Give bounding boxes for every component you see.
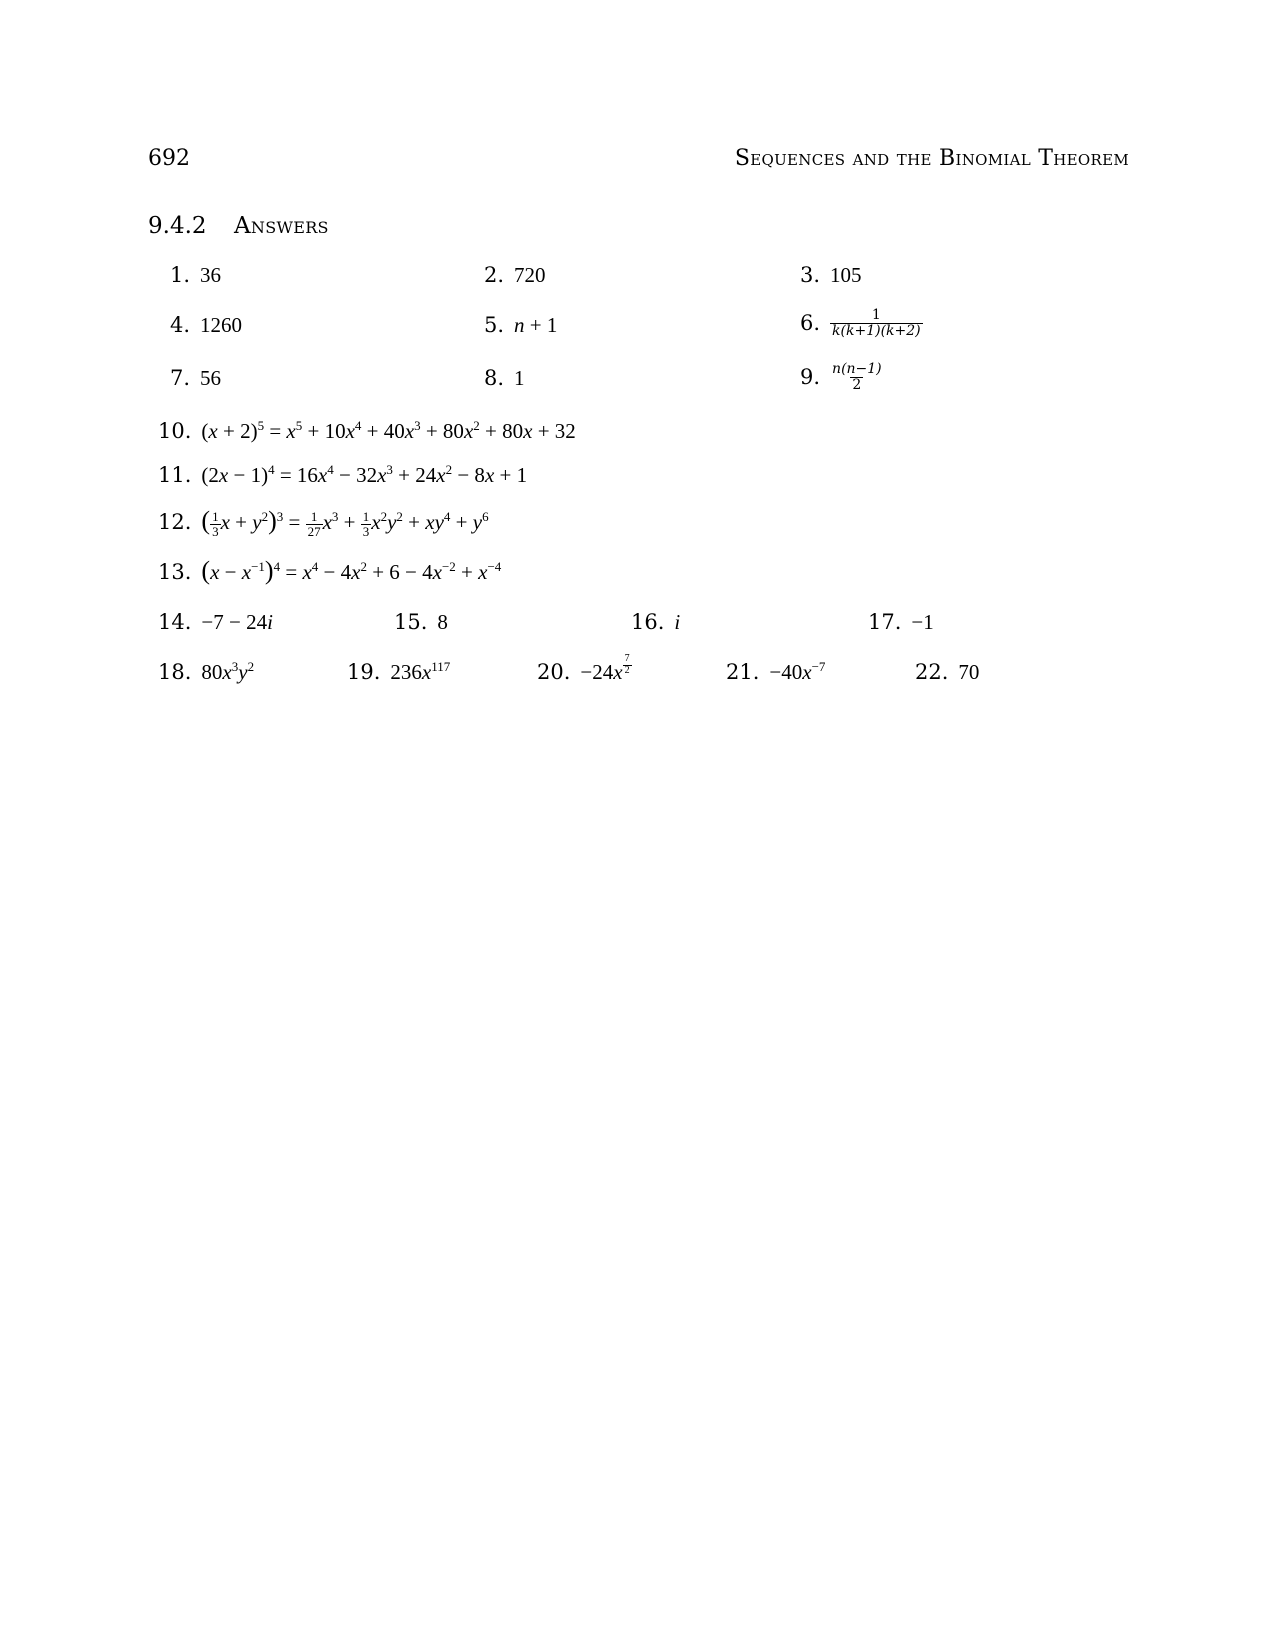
answer-17 [868, 612, 934, 633]
answer-number: 9. [800, 364, 821, 389]
answer-19 [347, 659, 451, 684]
answer-number: 16. [631, 610, 665, 634]
page-number: 692 [148, 146, 190, 171]
answer-16 [631, 612, 680, 633]
answer-value: $80x^3y^2$ [201, 659, 255, 684]
answer-value: 56 [200, 366, 222, 390]
answer-value: 1 [514, 366, 525, 390]
fraction-denominator: k(k+1)(k+2) [832, 322, 921, 339]
answer-number: 3. [800, 263, 821, 287]
answer-value: 1260 [200, 313, 243, 337]
answer-value: −7 − 24i [201, 610, 273, 634]
answer-number: 20. [537, 660, 571, 684]
answer-expression: ( $\frac{1}{3}$ $x + y^2)^3$ = $\frac{1}{27}$ $x^3$ + $\frac{1}{3}$ $x^2y^2 + xy^4 + y^6$ [201, 505, 489, 539]
answer-14 [158, 612, 273, 633]
answer-value: 105 [830, 263, 862, 287]
answer-11 [158, 462, 528, 487]
answer-expression: $(2x - 1)^4 = 16x^4 - 32x^3 + 24x^2 - 8x + 1$ [201, 462, 528, 487]
answer-value: $-40x^{-7}$ [769, 659, 826, 684]
fraction-denominator: 2 [852, 376, 862, 393]
answer-value: −1 [911, 610, 934, 634]
answer-2 [484, 265, 546, 286]
answer-value: n + 1 [514, 313, 558, 337]
answer-8 [484, 368, 525, 389]
answer-6 [800, 308, 923, 338]
answer-number: 21. [726, 660, 760, 684]
answer-value: $236x^{117}$ [390, 659, 451, 684]
answer-5 [484, 315, 557, 336]
answer-number: 7. [170, 366, 191, 390]
answer-value: 70 [958, 660, 980, 684]
answer-number: 22. [915, 660, 949, 684]
section-title: Answers [234, 213, 329, 239]
answer-number: 1. [170, 263, 191, 287]
answer-7 [170, 368, 221, 389]
answer-number: 8. [484, 366, 505, 390]
running-title: Sequences and the Binomial Theorem [734, 146, 1129, 171]
answer-number: 19. [347, 660, 381, 684]
answer-number: 4. [170, 313, 191, 337]
fraction-numerator: n(n−1) [832, 361, 882, 377]
section-number: 9.4.2 [148, 213, 207, 239]
answer-22 [915, 662, 979, 683]
answer-number: 5. [484, 313, 505, 337]
answer-expression: $(x - x^{-1})^4 = x^4 - 4x^2 + 6 - 4x^{-2} + x^{-4}$ [201, 556, 502, 585]
answer-number: 12. [158, 509, 192, 534]
answer-value: 36 [200, 263, 222, 287]
answer-20 [537, 653, 632, 684]
answer-number: 6. [800, 310, 821, 335]
answer-value: 8 [437, 610, 448, 634]
answer-fraction [830, 308, 923, 338]
answer-21 [726, 659, 826, 684]
answer-18 [158, 659, 255, 684]
answer-value: i [674, 610, 681, 634]
answer-number: 10. [158, 419, 192, 443]
answer-number: 11. [158, 463, 192, 487]
section-heading [148, 213, 329, 239]
answer-number: 17. [868, 610, 902, 634]
answer-9 [800, 362, 884, 392]
answer-4 [170, 315, 242, 336]
fraction-numerator: 1 [871, 307, 881, 323]
answer-12 [158, 505, 489, 539]
answer-number: 13. [158, 560, 192, 584]
answer-value: −24x $^{\frac{7}{2}}$ [580, 653, 630, 684]
answer-value: 720 [514, 263, 546, 287]
answer-13 [158, 556, 502, 585]
answer-1 [170, 265, 221, 286]
answer-number: 2. [484, 263, 505, 287]
answer-number: 15. [394, 610, 428, 634]
answer-15 [394, 612, 448, 633]
answer-3 [800, 265, 862, 286]
answer-number: 18. [158, 660, 192, 684]
answer-number: 14. [158, 610, 192, 634]
answer-expression: $(x + 2)^5 = x^5 + 10x^4 + 40x^3 + 80x^2 + 80x + 32$ [201, 418, 576, 443]
answer-10 [158, 418, 576, 443]
answer-fraction [830, 362, 884, 392]
